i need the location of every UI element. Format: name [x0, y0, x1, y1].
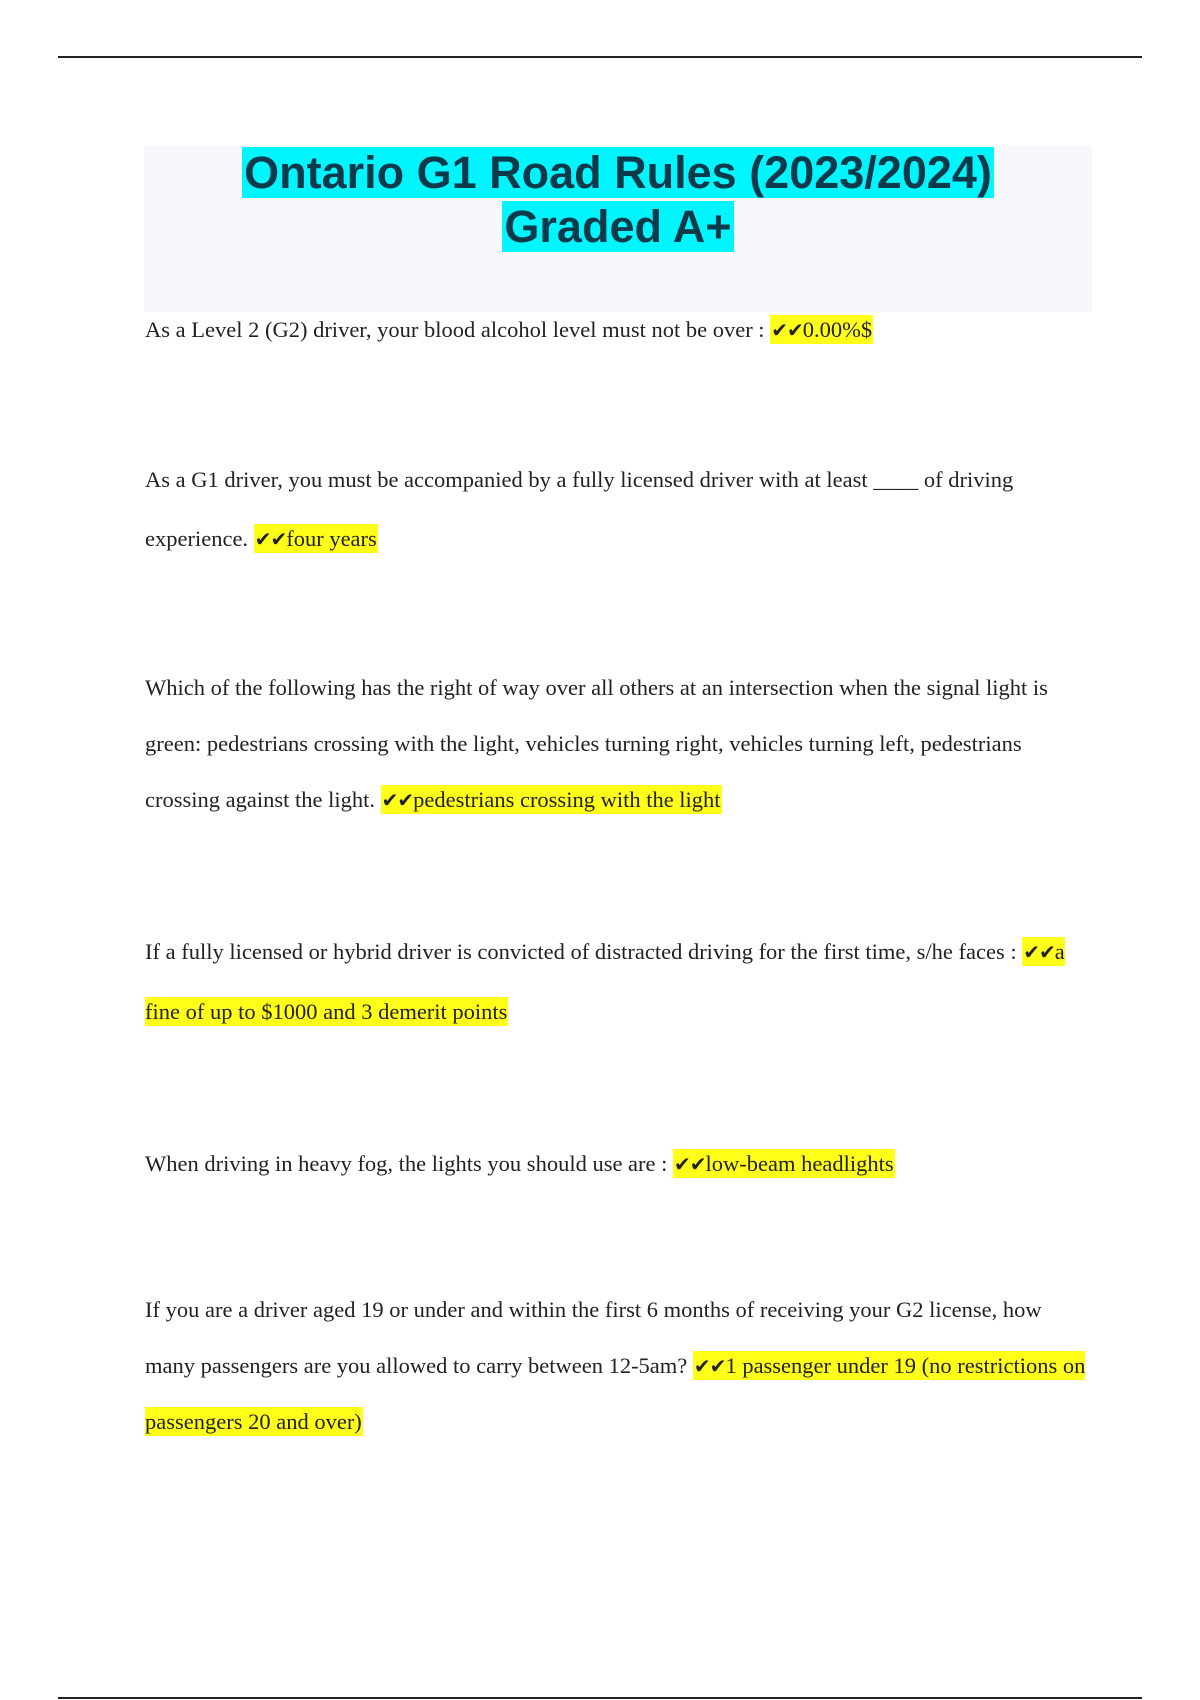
qa-item-4: [145, 922, 1095, 1041]
check-mark-icon: ✔✔: [771, 318, 803, 342]
question-text: As a G1 driver, you must be accompanied by a fully licensed driver with at least ____ of driving experience.: [145, 467, 1014, 551]
answer-highlight: [381, 785, 722, 814]
answer-highlight: [673, 1149, 895, 1178]
title-line-2: Graded A+: [504, 201, 732, 252]
answer-text: pedestrians crossing with the light: [413, 787, 721, 812]
answer-highlight: [254, 524, 378, 553]
check-mark-icon: ✔✔: [254, 527, 287, 551]
check-mark-icon: ✔✔: [674, 1152, 706, 1176]
qa-item-1: [145, 300, 1095, 360]
title-line-1: Ontario G1 Road Rules (2023/2024): [244, 147, 992, 198]
check-mark-icon: ✔✔: [381, 788, 414, 812]
question-text: If a fully licensed or hybrid driver is convicted of distracted driving for the first time, s/he faces :: [145, 939, 1017, 964]
qa-item-5: [145, 1134, 1095, 1194]
question-text: When driving in heavy fog, the lights you should use are :: [145, 1151, 668, 1176]
bottom-rule: [58, 1697, 1142, 1699]
check-mark-icon: ✔✔: [1023, 940, 1055, 964]
answer-text: 1 passenger under 19 (no restrictions on passengers 20 and over): [145, 1353, 1086, 1434]
question-text: As a Level 2 (G2) driver, your blood alcohol level must not be over :: [145, 317, 765, 342]
answer-text: 0.00%$: [802, 317, 873, 342]
qa-item-3: [145, 660, 1095, 828]
qa-item-2: [145, 450, 1095, 569]
question-text: Which of the following has the right of way over all others at an intersection when the signal light is green: pedestrians crossing with the light, vehicles turning right, vehicles turning left, pedestrians crossing against the light.: [145, 675, 1048, 812]
document-title: [144, 146, 1092, 254]
question-text: If you are a driver aged 19 or under and within the first 6 months of receiving your G2 license, how many passengers are you allowed to carry between 12-5am?: [145, 1297, 1042, 1378]
check-mark-icon: ✔✔: [693, 1354, 726, 1378]
answer-text: four years: [286, 526, 377, 551]
answer-text: low-beam headlights: [705, 1151, 894, 1176]
top-rule: [58, 56, 1142, 58]
qa-item-6: [145, 1282, 1095, 1450]
answer-text: a fine of up to $1000 and 3 demerit points: [145, 939, 1065, 1024]
title-box: [144, 146, 1092, 312]
answer-highlight: [770, 315, 873, 344]
